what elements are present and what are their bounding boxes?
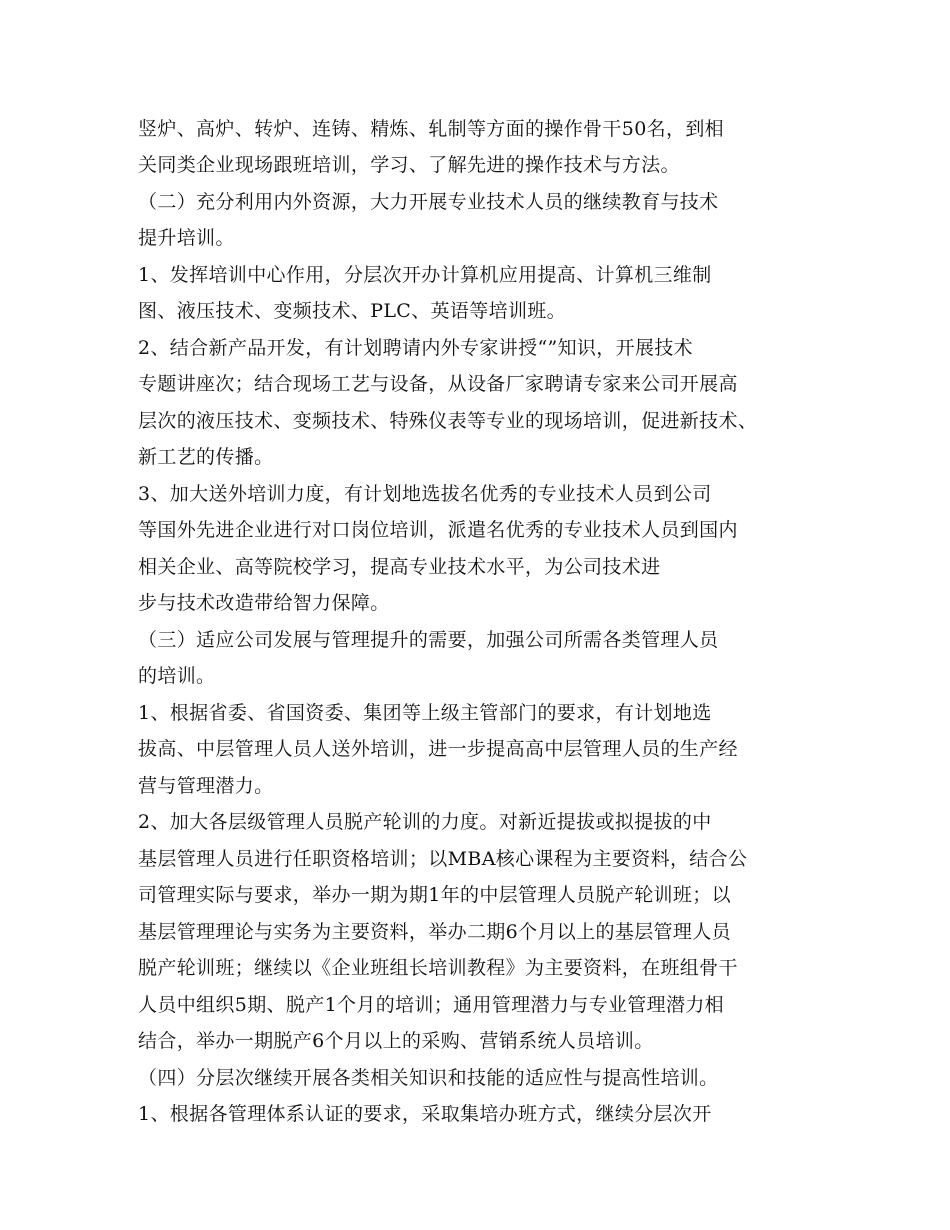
text-line: 相关企业、高等院校学习，提高专业技术水平，为公司技术进 xyxy=(138,556,661,578)
text-line: （二）充分利用内外资源，大力开展专业技术人员的继续教育与技术 xyxy=(138,191,719,213)
text-line: 脱产轮训班；继续以《企业班组长培训教程》为主要资料，在班组骨干 xyxy=(138,957,738,979)
text-line: 3、加大送外培训力度，有计划地选拔名优秀的专业技术人员到公司 xyxy=(138,483,712,505)
text-line: 基层管理人员进行任职资格培训；以MBA核心课程为主要资料，结合公 xyxy=(138,848,748,870)
text-line: 专题讲座次；结合现场工艺与设备，从设备厂家聘请专家来公司开展高 xyxy=(138,373,738,395)
text-line: 1、根据省委、省国资委、集团等上级主管部门的要求，有计划地选 xyxy=(138,702,712,724)
text-line: 司管理实际与要求，举办一期为期1年的中层管理人员脱产轮训班；以 xyxy=(138,884,731,906)
text-line: 新工艺的传播。 xyxy=(138,446,274,468)
text-line: 层次的液压技术、变频技术、特殊仪表等专业的现场培训，促进新技术、 xyxy=(138,410,758,432)
text-line: 的培训。 xyxy=(138,665,216,687)
text-line: （四）分层次继续开展各类相关知识和技能的适应性与提高性培训。 xyxy=(138,1067,719,1089)
text-line: 2、加大各层级管理人员脱产轮训的力度。对新近提拔或拟提拔的中 xyxy=(138,811,712,833)
text-line: 竖炉、高炉、转炉、连铸、精炼、轧制等方面的操作骨干50名，到相 xyxy=(138,118,725,140)
text-line: 营与管理潜力。 xyxy=(138,775,274,797)
text-line: 等国外先进企业进行对口岗位培训，派遣名优秀的专业技术人员到国内 xyxy=(138,519,738,541)
text-line: 图、液压技术、变频技术、PLC、英语等培训班。 xyxy=(138,300,566,322)
text-line: 拔高、中层管理人员人送外培训，进一步提高高中层管理人员的生产经 xyxy=(138,738,738,760)
text-line: 关同类企业现场跟班培训，学习、了解先进的操作技术与方法。 xyxy=(138,154,680,176)
text-line: 1、发挥培训中心作用，分层次开办计算机应用提高、计算机三维制 xyxy=(138,264,712,286)
text-line: 2、结合新产品开发，有计划聘请内外专家讲授“”知识，开展技术 xyxy=(138,337,694,359)
text-line: 结合，举办一期脱产6个月以上的采购、营销系统人员培训。 xyxy=(138,1030,654,1052)
text-line: 基层管理理论与实务为主要资料，举办二期6个月以上的基层管理人员 xyxy=(138,921,731,943)
text-line: 步与技术改造带给智力保障。 xyxy=(138,592,390,614)
text-line: 提升培训。 xyxy=(138,227,235,249)
text-line: 1、根据各管理体系认证的要求，采取集培办班方式，继续分层次开 xyxy=(138,1103,712,1125)
text-line: （三）适应公司发展与管理提升的需要，加强公司所需各类管理人员 xyxy=(138,629,719,651)
text-line: 人员中组织5期、脱产1个月的培训；通用管理潜力与专业管理潜力相 xyxy=(138,994,725,1016)
